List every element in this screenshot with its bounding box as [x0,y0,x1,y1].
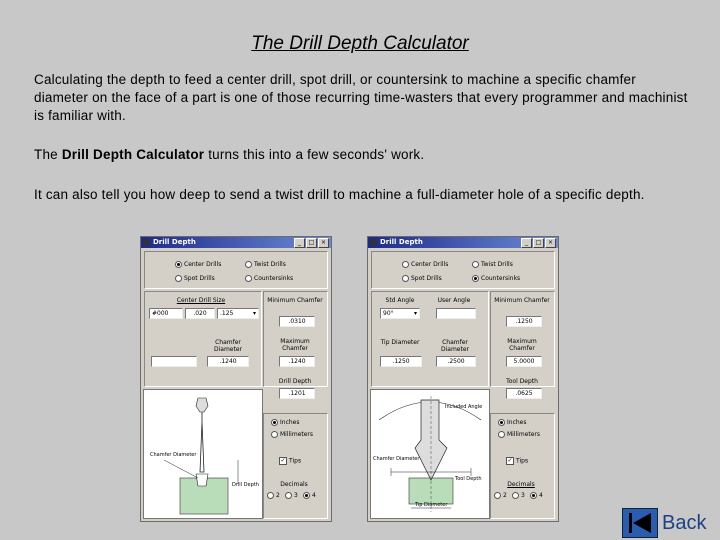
dropdown-arrow-icon: ▾ [413,310,417,317]
chamfer-diameter-input[interactable]: .1240 [207,356,249,367]
back-label: Back [662,511,707,534]
diagram-drill-depth-label: Drill Depth [232,482,259,488]
chamfer-diameter-label: Chamfer Diameter [213,339,242,353]
decimals-4[interactable]: 4 [530,492,543,499]
summary-prefix: The [34,147,62,162]
radio-icon [267,492,274,499]
radio-icon [530,492,537,499]
tool-twist-drills[interactable]: Twist Drills [472,261,513,268]
back-button[interactable] [622,508,714,538]
radio-icon [472,275,479,282]
min-chamfer-value: .1250 [506,316,542,327]
radio-icon [402,261,409,268]
tool-spot-drills[interactable]: Spot Drills [175,275,215,282]
tool-center-drills[interactable]: Center Drills [402,261,448,268]
radio-icon [285,492,292,499]
intro-paragraph: Calculating the depth to feed a center drill, spot drill, or countersink to machine a specific chamfer diameter on the face of a part is one of those recurring time-wasters that every programmer and machinist is familiar with. [34,72,688,123]
decimals-3[interactable]: 3 [512,492,525,499]
close-button[interactable]: × [545,238,556,248]
max-chamfer-value: .1240 [279,356,315,367]
std-angle-select[interactable]: 90° ▾ [380,308,420,319]
min-chamfer-label: Minimum Chamfer [267,297,323,304]
radio-icon [472,261,479,268]
decimals-4[interactable]: 4 [303,492,316,499]
tool-depth-label: Tool Depth [506,378,538,385]
tool-type-group [371,251,555,289]
maximize-button[interactable]: □ [306,238,317,248]
tool-countersinks[interactable]: Countersinks [472,275,520,282]
window-title: Drill Depth [380,238,423,246]
tip-diameter-label: Tip Diameter [380,339,420,346]
tips-checkbox[interactable]: ✓ Tips [280,457,302,465]
center-drill-tip-field: .020 [185,308,215,319]
options-group [263,413,328,519]
tips-checkbox[interactable]: ✓ Tips [507,457,529,465]
options-group [490,413,555,519]
diagram-chamfer-label: Chamfer Diameter [373,456,420,462]
radio-icon [175,275,182,282]
check-icon: ✓ [280,457,286,464]
radio-icon [498,431,505,438]
center-drill-diagram [143,389,263,519]
drill-depth-window-center [140,236,332,522]
window-titlebar [368,237,558,248]
tool-depth-value: .0625 [506,388,542,399]
decimals-2[interactable]: 2 [267,492,280,499]
max-chamfer-label: Maximum Chamfer [280,338,310,352]
radio-icon [271,419,278,426]
maximize-button[interactable]: □ [533,238,544,248]
check-icon: ✓ [507,457,513,464]
radio-icon [498,419,505,426]
minimize-button[interactable]: _ [294,238,305,248]
diagram-tip-diameter-label: Tip Diameter [415,502,448,508]
tool-twist-drills[interactable]: Twist Drills [245,261,286,268]
radio-icon [245,275,252,282]
chamfer-diameter-input[interactable]: .2500 [436,356,476,367]
min-chamfer-value: .0310 [279,316,315,327]
chamfer-diameter-label: Chamfer Diameter [440,339,469,353]
app-icon [370,239,377,246]
diagram-included-angle-label: Included Angle [445,404,483,410]
max-chamfer-value: 5.0000 [506,356,542,367]
unit-millimeters[interactable]: Millimeters [498,431,540,438]
drill-depth-label: Drill Depth [278,378,312,385]
chamfer-input-blank[interactable] [151,356,197,367]
radio-icon [245,261,252,268]
radio-icon [512,492,519,499]
unit-millimeters[interactable]: Millimeters [271,431,313,438]
summary-suffix: turns this into a few seconds' work. [204,147,425,162]
back-arrow-icon [622,508,658,538]
summary-product-name: Drill Depth Calculator [61,147,205,162]
twist-drill-paragraph: It can also tell you how deep to send a twist drill to machine a full-diameter hole of a specific depth. [34,187,645,202]
user-angle-label: User Angle [437,297,471,304]
unit-inches[interactable]: Inches [498,419,527,426]
minimize-button[interactable]: _ [521,238,532,248]
center-drill-size-label: Center Drill Size [176,297,226,304]
radio-icon [271,431,278,438]
summary-paragraph [34,146,694,164]
countersink-diagram [370,389,490,519]
diagram-tool-depth-label: Tool Depth [455,476,482,482]
tip-diameter-input[interactable]: .1250 [380,356,422,367]
center-drill-body-select[interactable]: .125 ▾ [217,308,259,319]
tool-countersinks[interactable]: Countersinks [245,275,293,282]
decimals-3[interactable]: 3 [285,492,298,499]
close-button[interactable]: × [318,238,329,248]
drill-depth-window-countersink [367,236,559,522]
drill-depth-value: .1201 [279,388,315,399]
tool-spot-drills[interactable]: Spot Drills [402,275,442,282]
min-chamfer-label: Minimum Chamfer [494,297,550,304]
decimals-2[interactable]: 2 [494,492,507,499]
center-drill-number-select[interactable]: #000 [149,308,183,319]
unit-inches[interactable]: Inches [271,419,300,426]
radio-icon [175,261,182,268]
slide-title: The Drill Depth Calculator [251,33,469,54]
window-titlebar [141,237,331,248]
radio-icon [494,492,501,499]
decimals-label: Decimals [507,481,535,488]
diagram-chamfer-label: Chamfer Diameter [150,452,197,458]
window-title: Drill Depth [153,238,196,246]
decimals-label: Decimals [280,481,308,488]
tool-center-drills[interactable]: Center Drills [175,261,221,268]
radio-icon [303,492,310,499]
radio-icon [402,275,409,282]
dropdown-arrow-icon: ▾ [252,310,256,317]
std-angle-label: Std Angle [385,297,415,304]
tool-type-group [144,251,328,289]
user-angle-input[interactable] [436,308,476,319]
app-icon [143,239,150,246]
max-chamfer-label: Maximum Chamfer [507,338,537,352]
